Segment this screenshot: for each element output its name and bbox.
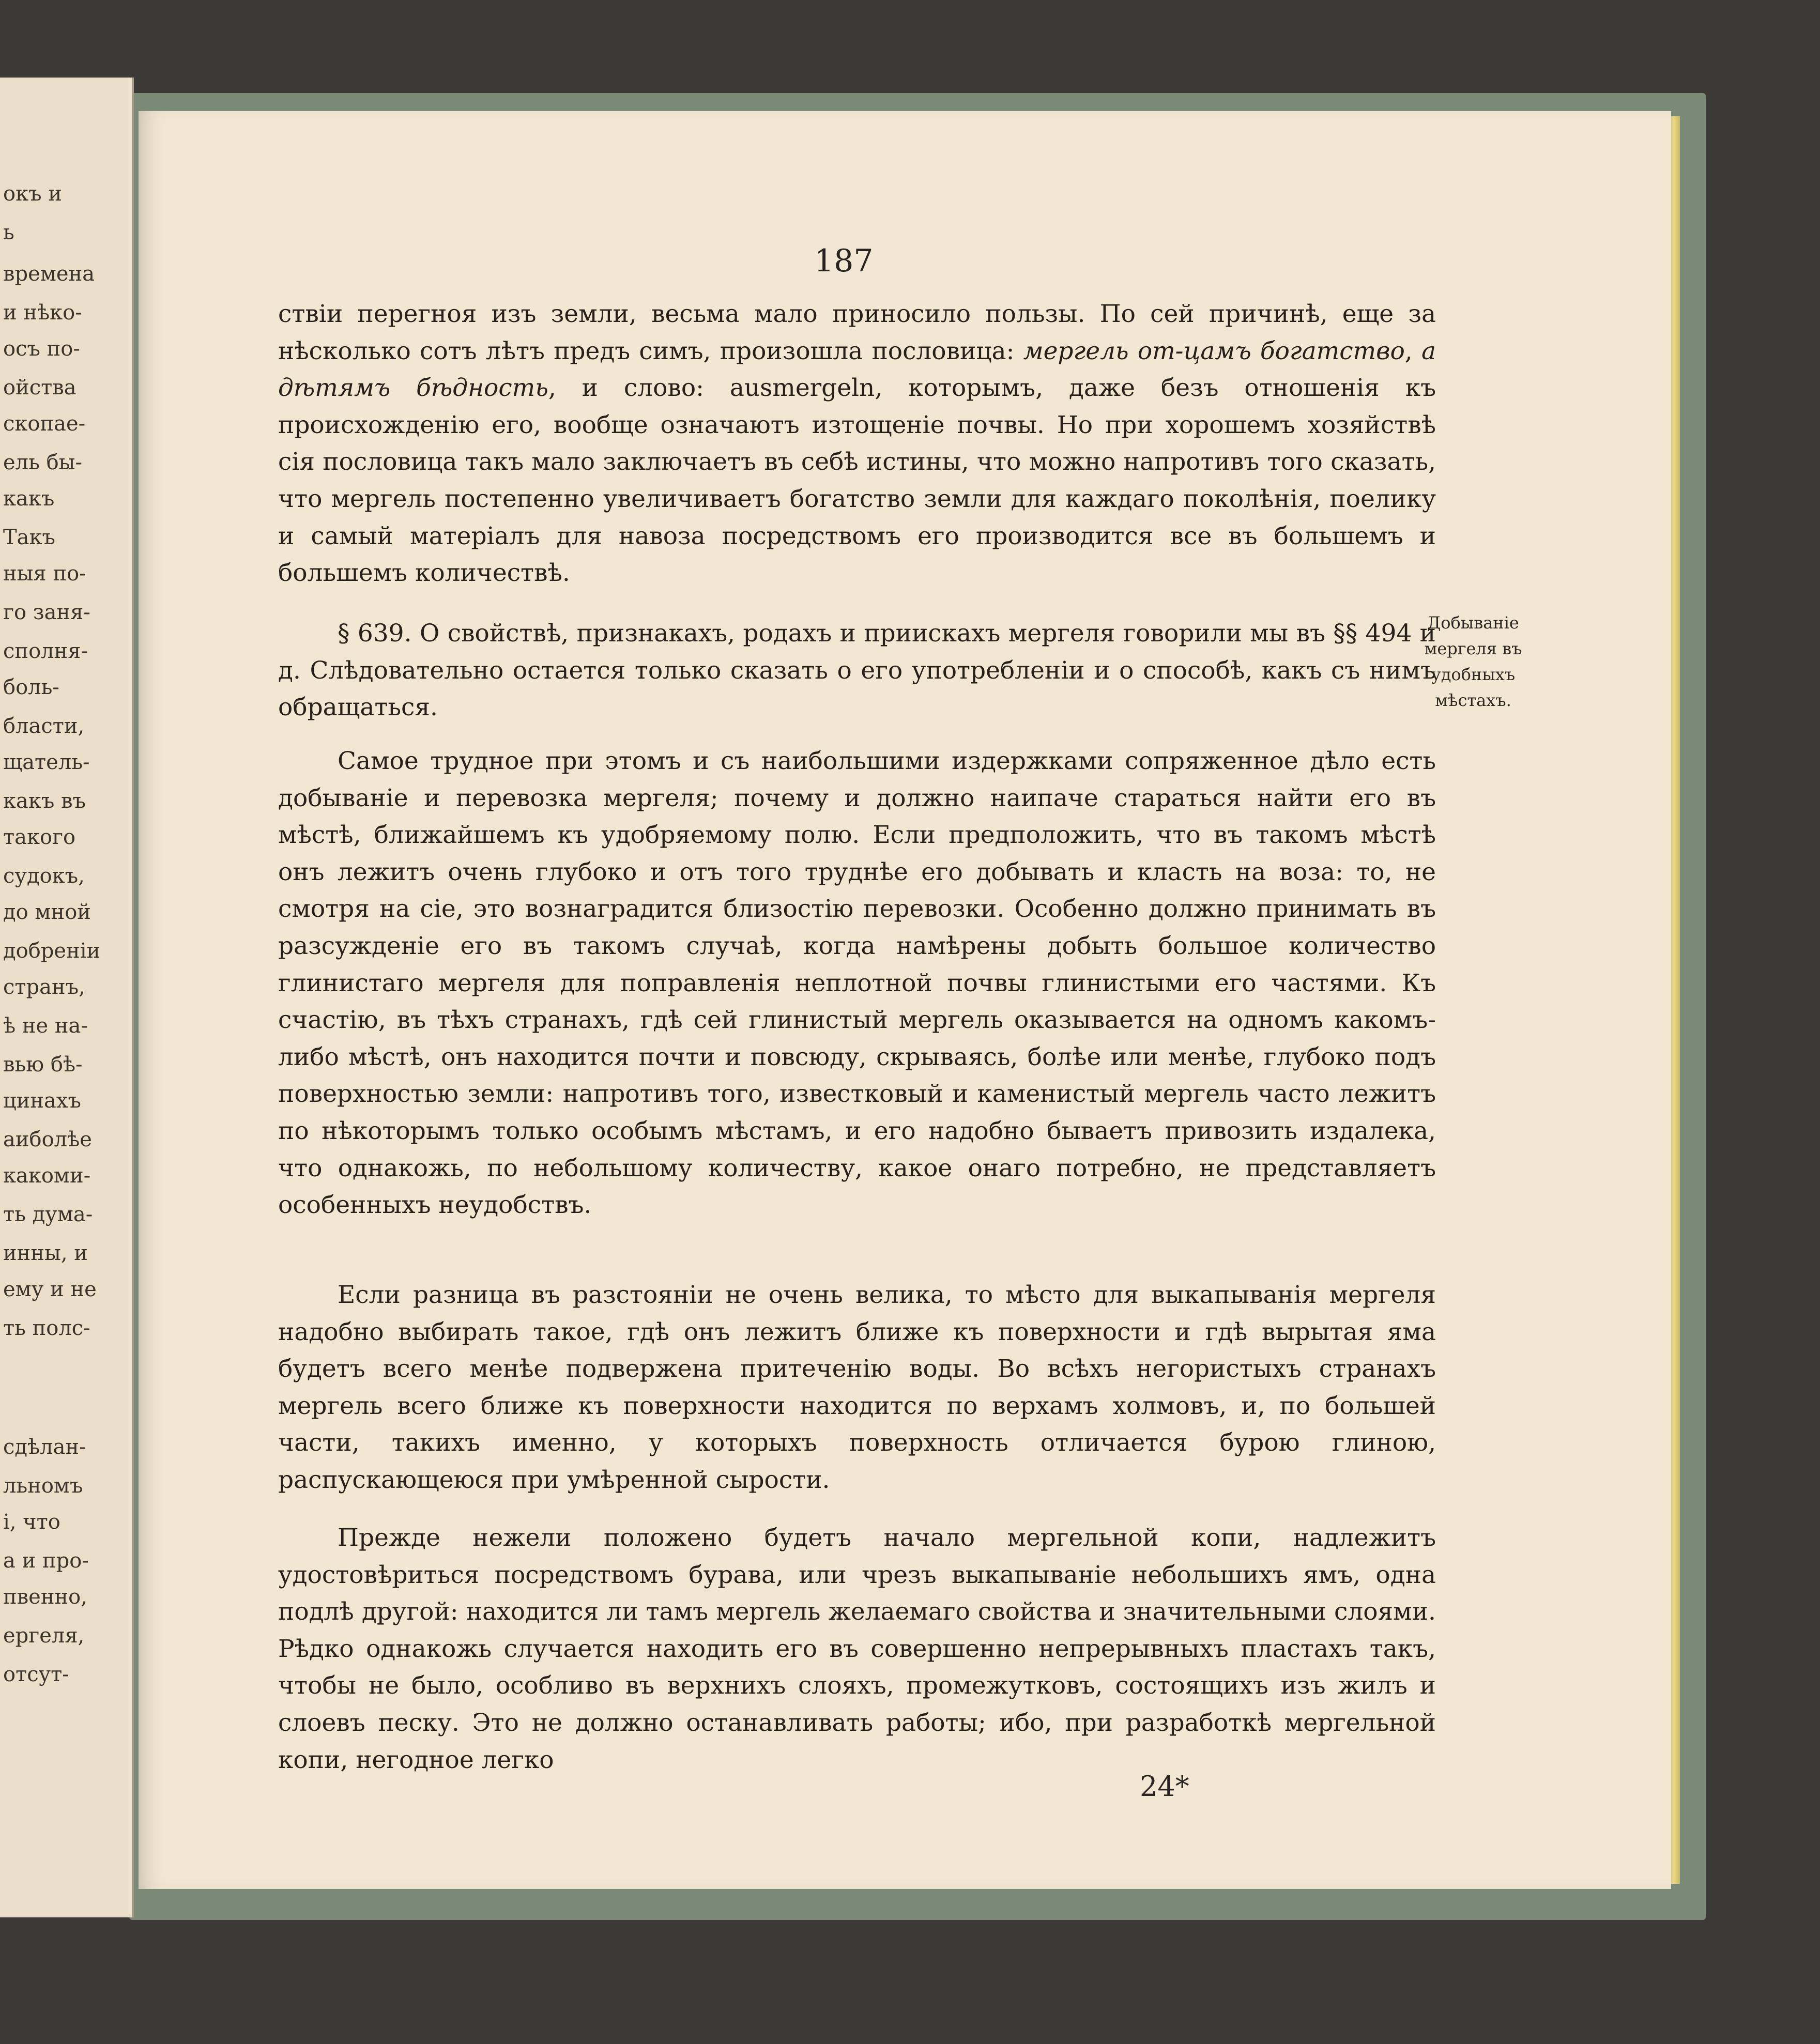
left-page-fragment: ойства <box>3 376 77 399</box>
paragraph-1 <box>278 296 1436 592</box>
left-page-fragment: какъ <box>3 487 55 511</box>
left-page-fragment: пвенно, <box>3 1585 87 1609</box>
left-page-fragment: аиболѣе <box>3 1128 92 1151</box>
paragraph-3-text: Самое трудное при этомъ и съ наибольшими издержками сопряженное дѣло есть добываніе и перевозка мергеля; почему и должно наипаче стараться найти его въ мѣстѣ, ближайшемъ къ удобряемому полю. Если предположить, что въ такомъ мѣстѣ онъ лежитъ очень глубоко и отъ того труднѣе его добывать и класть на воза: то, не смотря на сіе, это вознаградится близостію перевозки. Особенно должно принимать въ разсужденіе его въ такомъ случаѣ, когда намѣрены добыть большое количество глинистаго мергеля для поправленія неплотной почвы глинистыми его частями. Къ счастію, въ тѣхъ странахъ, гдѣ сей глинистый мергель оказывается на одномъ какомъ-либо мѣстѣ, онъ находится почти и повсюду, скрываясь, болѣе или менѣе, глубоко подъ поверхностью земли: напротивъ того, известковый и каменистый мергель часто лежитъ по нѣкоторымъ только особымъ мѣстамъ, и его надобно бываетъ привозить издалека, что однакожь, по небольшому количеству, какое онаго потребно, не представляетъ особенныхъ неудобствъ. <box>278 747 1436 1220</box>
left-page-fragment: ергеля, <box>3 1624 85 1648</box>
left-page-fragment: осъ по- <box>3 337 80 361</box>
left-page-fragment: льномъ <box>3 1474 83 1498</box>
marginal-note-line-3: удобныхъ <box>1431 665 1516 684</box>
left-page-fragment: отсут- <box>3 1663 69 1686</box>
marginal-note <box>1416 610 1530 713</box>
left-page-fragment: і, что <box>3 1510 60 1534</box>
left-page-fragment: ель бы- <box>3 451 83 474</box>
left-page-fragment: цинахъ <box>3 1089 81 1113</box>
paragraph-4-text: Если разница въ разстояніи не очень велика, то мѣсто для выкапыванія мергеля надобно выбирать такое, гдѣ онъ лежитъ ближе къ поверхности и гдѣ вырытая яма будетъ всего менѣе подвержена притеченію воды. Во всѣхъ негористыхъ странахъ мергель всего ближе къ поверхности находится по верхамъ холмовъ, и, по большей части, такихъ именно, у которыхъ поверхность отличается бурою глиною, распускающеюся при умѣренной сырости. <box>278 1281 1436 1494</box>
left-page-fragment: ть полс- <box>3 1316 90 1340</box>
marginal-note-line-1: Добываніе <box>1427 613 1519 633</box>
left-page-fragment: бласти, <box>3 714 85 738</box>
paragraph-1-italic-2: а дѣтямъ бѣдность <box>278 336 1436 403</box>
left-page-fragment: до мной <box>3 900 91 924</box>
paragraph-5 <box>278 1519 1436 1778</box>
paragraph-1-italic-1: мергель от-цамъ богатство <box>1023 336 1405 365</box>
left-page-fragment: ѣ не на- <box>3 1014 88 1038</box>
paragraph-1-text-c: , и слово: ausmergeln, которымъ, даже безъ отношенія къ происхожденію его, вообще означаютъ изтощеніе почвы. Но при хорошемъ хозяйствѣ сія пословица такъ мало заключаетъ въ себѣ истины, что можно напротивъ того сказать, что мергель постепенно увеличиваетъ богатство земли для каждаго поколѣнія, поелику и самый матеріалъ для навоза посредствомъ его производится все въ большемъ и большемъ количествѣ. <box>278 374 1436 588</box>
left-page-fragment: времена <box>3 262 95 286</box>
paragraph-section-639 <box>278 615 1436 726</box>
page-number: 187 <box>814 243 874 279</box>
page-edge <box>1670 116 1680 1884</box>
left-facing-page <box>0 78 134 1917</box>
signature-mark: 24* <box>1140 1770 1189 1803</box>
paragraph-2-text: § 639. О свойствѣ, признакахъ, родахъ и приискахъ мергеля говорили мы въ §§ 494 и д. Слѣдовательно остается только сказать о его употребленіи и о способѣ, какъ съ нимъ обращаться. <box>278 619 1436 722</box>
left-page-fragment: вью бѣ- <box>3 1053 83 1077</box>
left-page-fragment: инны, и <box>3 1241 88 1265</box>
left-page-fragment: ь <box>3 221 14 244</box>
left-page-fragment: странъ, <box>3 975 85 999</box>
left-page-fragment: ныя по- <box>3 562 86 586</box>
left-page-fragment: Такъ <box>3 526 55 549</box>
left-page-fragment: ему и не <box>3 1278 97 1301</box>
paragraph-1-text-b: , <box>1404 336 1421 365</box>
left-page-fragment: ть дума- <box>3 1203 93 1226</box>
left-page-fragment: такого <box>3 825 76 849</box>
left-page-fragment: и нѣко- <box>3 301 82 325</box>
left-page-fragment: а и про- <box>3 1549 89 1573</box>
left-page-fragment: какъ въ <box>3 789 86 813</box>
paragraph-5-text: Прежде нежели положено будетъ начало мергельной копи, надлежитъ удостовѣриться посредствомъ бурава, или чрезъ выкапываніе небольшихъ ямъ, одна подлѣ другой: находится ли тамъ мергель желаемаго свойства и значительными слоями. Рѣдко однакожь случается находить его въ совершенно непрерывныхъ пластахъ такъ, чтобы не было, особливо въ верхнихъ слояхъ, промежутковъ, состоящихъ изъ жилъ и слоевъ песку. Это не должно останавливать работы; ибо, при разработкѣ мергельной копи, негодное легко <box>278 1524 1436 1774</box>
left-page-fragment: окъ и <box>3 182 62 206</box>
left-page-fragment: боль- <box>3 675 59 699</box>
paragraph-1-text-a: ствіи перегноя изъ земли, весьма мало приносило пользы. По сей причинѣ, еще за нѣсколько сотъ лѣтъ предъ симъ, произошла пословица: <box>278 300 1436 365</box>
marginal-note-line-4: мѣстахъ. <box>1435 690 1511 710</box>
marginal-note-line-2: мергеля въ <box>1424 639 1522 658</box>
left-page-fragment: добреніи <box>3 939 101 963</box>
left-page-fragment: го заня- <box>3 601 90 624</box>
left-page-fragment: какоми- <box>3 1164 91 1188</box>
paragraph-3 <box>278 743 1436 1224</box>
left-page-fragment: щатель- <box>3 750 90 774</box>
paragraph-4 <box>278 1277 1436 1499</box>
left-page-fragment: судокъ, <box>3 864 85 888</box>
left-page-fragment: сдѣлан- <box>3 1435 86 1459</box>
left-page-fragment: скопае- <box>3 412 86 436</box>
left-page-fragment: сполня- <box>3 639 88 663</box>
